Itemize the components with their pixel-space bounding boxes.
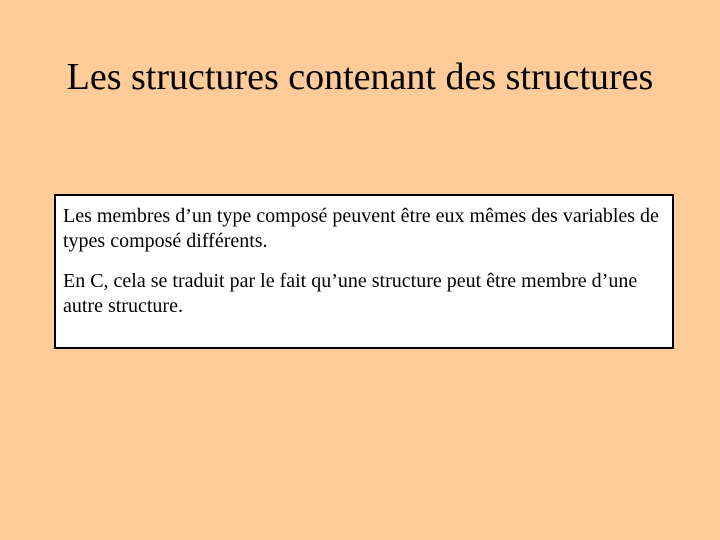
content-text-box (54, 194, 674, 349)
slide-title: Les structures contenant des structures (66, 56, 654, 98)
paragraph-members: Les membres d’un type composé peuvent être eux mêmes des variables de types composé différents. (63, 205, 659, 252)
paragraph-c-language: En C, cela se traduit par le fait qu’une structure peut être membre d’une autre structure. (63, 270, 638, 317)
